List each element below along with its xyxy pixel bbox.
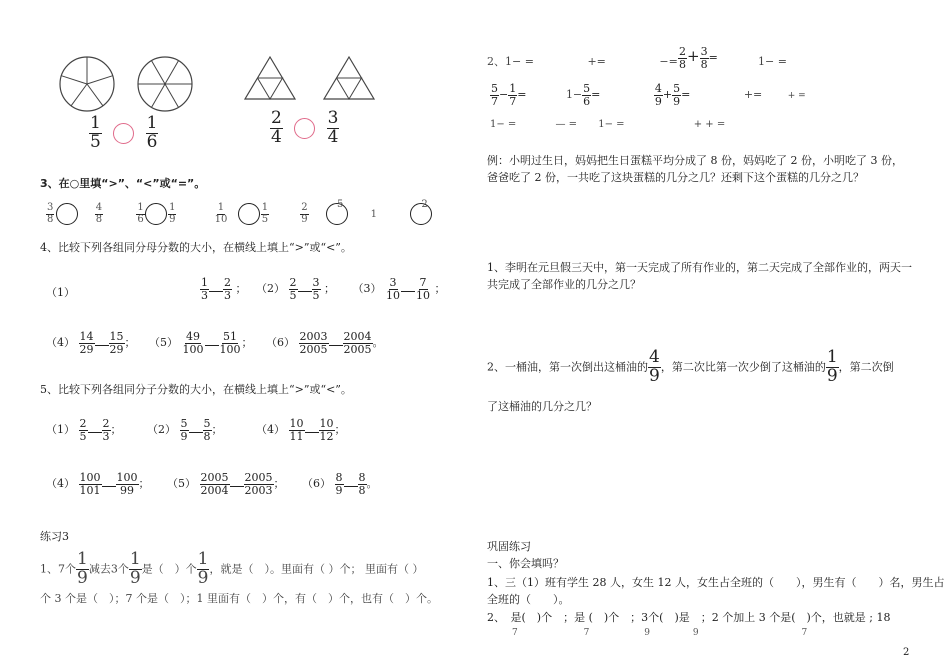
consolidate-line1: 1、三（1）班有学生 28 人，女生 12 人，女生占全班的（ ），男生有（ ）名，男生占 <box>487 576 945 589</box>
answer-circle[interactable] <box>238 203 260 225</box>
practice3-line2: 个 3 个是（ ）；7 个是（ ）；1 里面有（ ）个，有（ ）个，也有（ ）个。 <box>40 592 438 605</box>
q4-row-2: （4） $\frac{14}{29}$ $\frac{15}{29}$ ； （5） $\frac{49}{100}$ $\frac{51}{100}$ ； （6） $\frac{2003}{2005}$ $\frac{2004}{2005}$ 。 <box>46 330 384 356</box>
q3-title: 3、在○里填“>”、“<”或“=”。 <box>40 177 206 190</box>
r2-row1: 2、1− = += −= <box>487 55 678 68</box>
consolidate-line2: 全班的（ ）。 <box>487 593 570 606</box>
circle-sixths <box>138 57 192 111</box>
r2-row1-fraction: $\frac{2}{8}$ + $\frac{3}{8}$ = <box>679 45 718 71</box>
page-number: 2 <box>903 647 910 658</box>
consolidate-section: 一、你会填吗？ <box>487 557 564 570</box>
problem-2-line1: 2、一桶油，第一次倒出这桶油的 $\frac{4}{9}$ ，第二次比第一次少倒了这桶油的 $\frac{1}{9}$ ，第二次倒 <box>487 347 894 386</box>
problem-2-line2: 了这桶油的几分之几？ <box>487 400 597 413</box>
answer-circle[interactable] <box>294 118 315 139</box>
q5-row-1: （1） $\frac{2}{5}$ $\frac{2}{3}$ ； （2） $\frac{5}{9}$ $\frac{5}{8}$ ； （4） $\frac{10}{11}$ $\frac{10}{12}$ ； <box>46 417 346 443</box>
triangle-right <box>324 57 374 99</box>
compare-row-circles: $\frac{1}{5}$ $\frac{1}{6}$ <box>90 113 158 152</box>
triangle-left <box>245 57 295 99</box>
consolidate-line3: 2、 是( )个 ；是 ( )个 ；3个( )是 ；2 个加上 3 个是( )个，也就是 ; 18 <box>487 611 891 624</box>
problem-1: 1、李明在元旦假三天中，第一天完成了所有作业的，第二天完成了全部作业的，两天一共完成了全部作业的几分之几？ <box>487 261 912 292</box>
answer-circle[interactable] <box>145 203 167 225</box>
answer-circle[interactable] <box>113 123 134 144</box>
r2-row3: 1− = — = 1− = + + = <box>490 119 726 130</box>
q4-label-1: （1） <box>46 286 75 299</box>
consolidate-title: 巩固练习 <box>487 540 531 553</box>
circle-fifths <box>60 57 114 111</box>
practice3-line1: 1、7个 $\frac{1}{9}$ 减去3个 $\frac{1}{9}$ 是（ ）个 $\frac{1}{9}$ ，就是（ ）。里面有（ ）个； 里面有（ ） <box>40 549 424 588</box>
q4-item-1: $\frac{1}{3}$ $\frac{2}{3}$ ； （2） $\frac{2}{5}$ $\frac{3}{5}$ ； （3） $\frac{3}{10}$ $\frac{7}{10}$ ； <box>201 276 446 302</box>
r2-row2: $\frac{5}{7}$ − $\frac{1}{7}$ = 1− $\frac{5}{6}$ = $\frac{4}{9}$ + $\frac{5}{9}$ = += + = <box>491 82 806 108</box>
r2-row1-end: 1− = <box>758 55 787 68</box>
example-problem: 例：小明过生日，妈妈把生日蛋糕平均分成了 8 份，妈妈吃了 2 份，小明吃了 3 份，爸爸吃了 2 份，一共吃了这块蛋糕的几分之几？还剩下这个蛋糕的几分之几？ <box>487 154 903 185</box>
compare-row-triangles: $\frac{2}{4}$ $\frac{3}{4}$ <box>271 108 339 147</box>
answer-circle[interactable] <box>56 203 78 225</box>
q5-title: 5、比较下列各组同分子分数的大小，在横线上填上“>”或“<”。 <box>40 383 352 396</box>
q3-items: $\frac{3}{8}$ $\frac{4}{8}$ $\frac{1}{6}$ $\frac{1}{9}$ $\frac{1}{10}$ $\frac{1}{5}$ $\frac{2}{9}$ 5 1 2 <box>46 203 428 225</box>
practice3-title: 练习3 <box>40 530 69 543</box>
q4-title: 4、比较下列各组同分母分数的大小，在横线上填上“>”或“<”。 <box>40 241 352 254</box>
q5-row-2: （4） $\frac{100}{101}$ $\frac{100}{99}$ ； （5） $\frac{2005}{2004}$ $\frac{2005}{2003}$ ； （6） $\frac{8}{9}$ $\frac{8}{8}$ 。 <box>46 471 378 497</box>
consolidate-denominators: 7 7 9 9 7 <box>512 628 808 638</box>
